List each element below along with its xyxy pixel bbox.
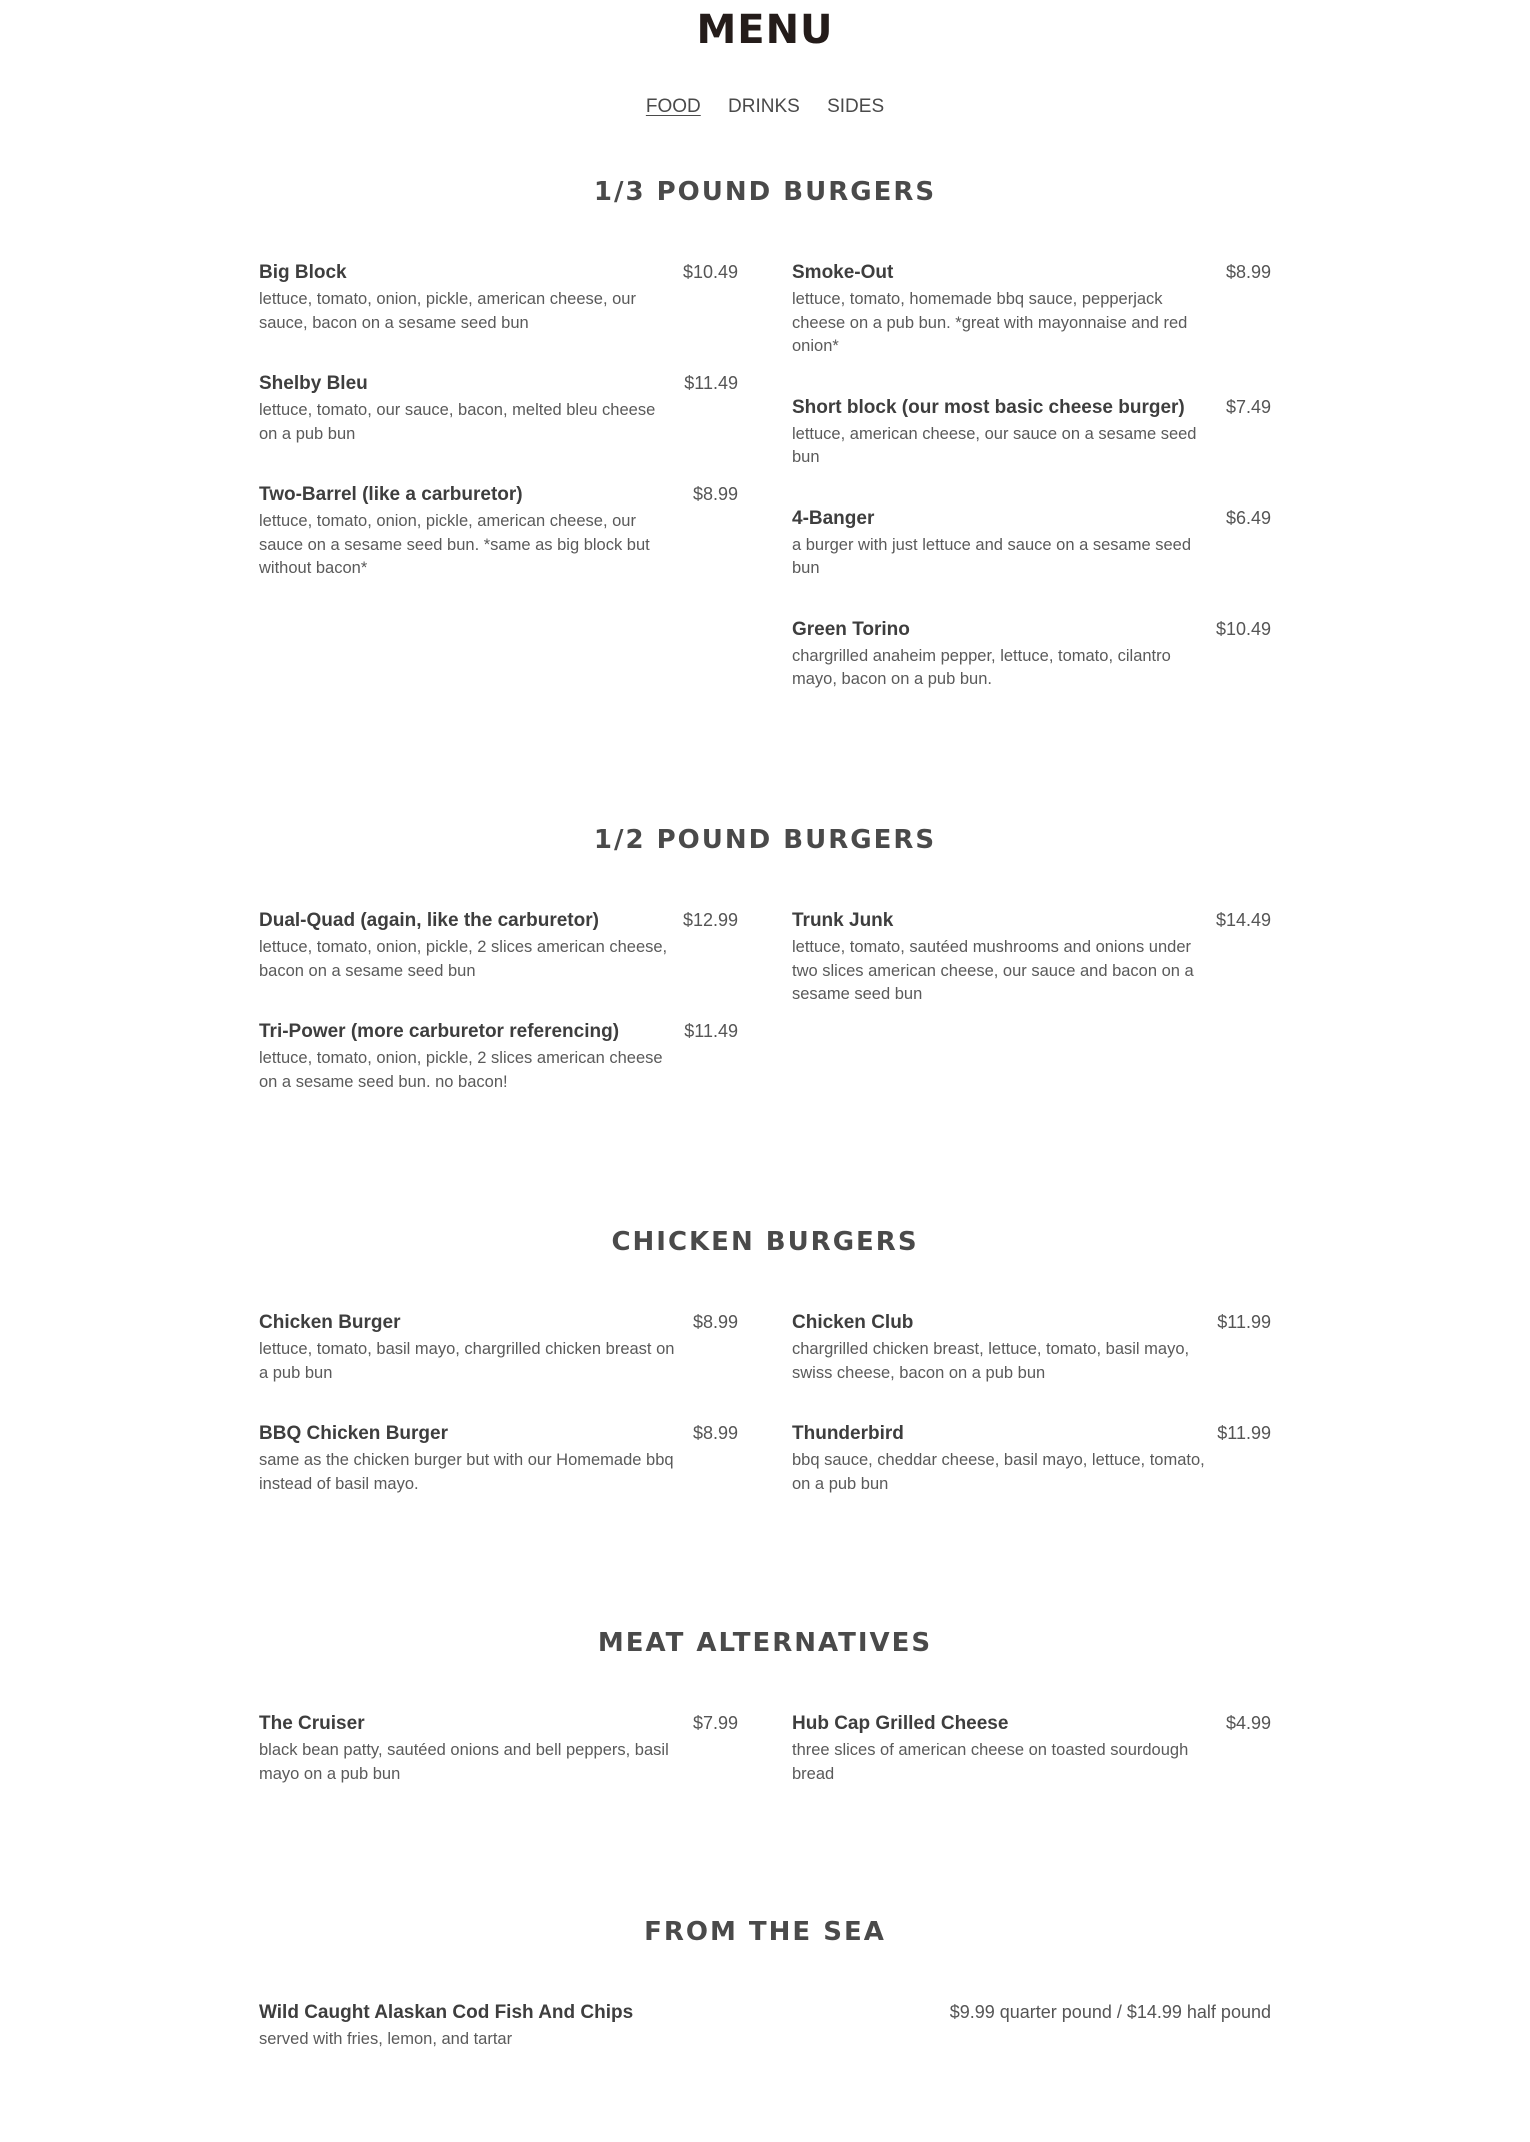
- menu-column-right: [792, 908, 1271, 1130]
- item-description: lettuce, tomato, onion, pickle, american cheese, our sauce, bacon on a sesame seed bun: [259, 290, 636, 332]
- menu-item: [792, 1310, 1271, 1385]
- menu-column-right: [792, 260, 1271, 728]
- menu-item: [259, 1310, 738, 1385]
- item-description: lettuce, tomato, sautéed mushrooms and onions under two slices american cheese, our sauce and bacon on a sesame seed bun: [792, 938, 1194, 1003]
- menu-column-right: [792, 1310, 1271, 1532]
- section-heading: 1/3 POUND BURGERS: [593, 177, 937, 207]
- item-name: Chicken Club: [792, 1312, 914, 1333]
- menu-item: [259, 1019, 738, 1094]
- menu-item: [259, 371, 738, 446]
- item-price: $8.99: [692, 484, 738, 504]
- menu-item: [792, 908, 1271, 1007]
- item-name: Trunk Junk: [792, 910, 894, 931]
- menu-item: [792, 506, 1271, 581]
- menu-column-right: [792, 1711, 1271, 1822]
- item-description: lettuce, tomato, onion, pickle, american cheese, our sauce on a sesame seed bun. *same as big block but without bacon*: [259, 512, 650, 577]
- section-chicken-burgers: [259, 1224, 1271, 1493]
- item-description: three slices of american cheese on toasted sourdough bread: [792, 1741, 1189, 1783]
- section-third-pound-burgers: [259, 174, 1271, 688]
- menu-item: [792, 260, 1271, 359]
- menu-column-left: [259, 908, 738, 1130]
- menu-item: [792, 1711, 1271, 1786]
- section-heading: FROM THE SEA: [644, 1917, 886, 1947]
- menu-item: [792, 1421, 1271, 1496]
- tab-food[interactable]: FOOD: [645, 96, 701, 117]
- item-name: Thunderbird: [792, 1423, 904, 1444]
- item-name: Hub Cap Grilled Cheese: [792, 1713, 1009, 1734]
- item-name: Dual-Quad (again, like the carburetor): [259, 910, 599, 931]
- item-name: Two-Barrel (like a carburetor): [259, 484, 523, 505]
- item-description: served with fries, lemon, and tartar: [259, 2030, 513, 2048]
- item-price: $12.99: [682, 910, 738, 930]
- item-description: same as the chicken burger but with our Homemade bbq instead of basil mayo.: [259, 1451, 674, 1493]
- item-name: Shelby Bleu: [259, 373, 368, 394]
- item-price: $10.49: [1215, 618, 1271, 639]
- item-name: Green Torino: [792, 618, 910, 640]
- item-price: $14.49: [1215, 910, 1271, 930]
- item-price: $11.99: [1217, 1423, 1271, 1443]
- tab-drinks[interactable]: DRINKS: [728, 96, 800, 117]
- section-meat-alternatives: [259, 1625, 1271, 1783]
- item-price: $11.99: [1217, 1312, 1271, 1332]
- item-name: Big Block: [259, 262, 347, 283]
- item-name: Chicken Burger: [259, 1312, 401, 1333]
- section-half-pound-burgers: [259, 822, 1271, 1091]
- item-description: chargrilled anaheim pepper, lettuce, tomato, cilantro mayo, bacon on a pub bun.: [792, 646, 1171, 688]
- item-price: $10.49: [682, 262, 738, 282]
- item-name: BBQ Chicken Burger: [259, 1423, 448, 1444]
- menu-item: [259, 908, 738, 983]
- menu-column-full: [259, 2000, 1271, 2088]
- item-description: lettuce, american cheese, our sauce on a sesame seed bun: [792, 424, 1197, 466]
- item-price: $11.49: [684, 373, 738, 393]
- item-name: Smoke-Out: [792, 262, 894, 283]
- section-from-the-sea: [259, 1914, 1271, 2048]
- menu-category-nav: [0, 94, 1530, 120]
- item-description: chargrilled chicken breast, lettuce, tomato, basil mayo, swiss cheese, bacon on a pub bun: [792, 1340, 1190, 1382]
- item-description: bbq sauce, cheddar cheese, basil mayo, lettuce, tomato, on a pub bun: [792, 1451, 1205, 1493]
- item-description: lettuce, tomato, basil mayo, chargrilled chicken breast on a pub bun: [259, 1340, 675, 1382]
- item-description: lettuce, tomato, onion, pickle, 2 slices american cheese, bacon on a sesame seed bun: [259, 938, 668, 980]
- item-description: black bean patty, sautéed onions and bell peppers, basil mayo on a pub bun: [259, 1741, 669, 1783]
- item-description: lettuce, tomato, onion, pickle, 2 slices american cheese on a sesame seed bun. no bacon!: [259, 1049, 663, 1091]
- item-name: The Cruiser: [259, 1713, 365, 1734]
- menu-item: [259, 260, 738, 335]
- item-price: $8.99: [692, 1423, 738, 1443]
- menu-item: [792, 617, 1271, 692]
- item-price: $4.99: [1225, 1713, 1271, 1733]
- item-name: 4-Banger: [792, 507, 875, 529]
- item-name: Wild Caught Alaskan Cod Fish And Chips: [259, 2002, 634, 2023]
- item-price: $9.99 quarter pound / $14.99 half pound: [949, 2002, 1271, 2022]
- item-description: a burger with just lettuce and sauce on a sesame seed bun: [792, 535, 1191, 577]
- item-name: Tri-Power (more carburetor referencing): [259, 1021, 620, 1042]
- menu-column-left: [259, 1310, 738, 1532]
- item-price: $8.99: [692, 1312, 738, 1332]
- menu-item: [259, 1421, 738, 1496]
- item-name: Short block (our most basic cheese burger): [792, 396, 1185, 418]
- item-price: $8.99: [1225, 262, 1271, 282]
- section-heading: 1/2 POUND BURGERS: [593, 825, 937, 855]
- item-price: $7.99: [692, 1713, 738, 1733]
- section-heading: MEAT ALTERNATIVES: [597, 1628, 933, 1658]
- item-price: $6.49: [1225, 507, 1271, 528]
- item-price: $11.49: [684, 1021, 738, 1041]
- menu-column-left: [259, 1711, 738, 1822]
- item-price: $7.49: [1225, 396, 1271, 417]
- menu-column-left: [259, 260, 738, 728]
- item-description: lettuce, tomato, homemade bbq sauce, pepperjack cheese on a pub bun. *great with mayonnaise and red onion*: [792, 290, 1188, 355]
- section-heading: CHICKEN BURGERS: [611, 1227, 919, 1257]
- menu-item: [259, 2000, 1271, 2052]
- item-description: lettuce, tomato, our sauce, bacon, melted bleu cheese on a pub bun: [259, 401, 656, 443]
- menu-item: [259, 1711, 738, 1786]
- page-title: MENU: [696, 7, 834, 53]
- menu-item: [792, 395, 1271, 470]
- menu-item: [259, 482, 738, 581]
- tab-sides[interactable]: SIDES: [827, 96, 885, 117]
